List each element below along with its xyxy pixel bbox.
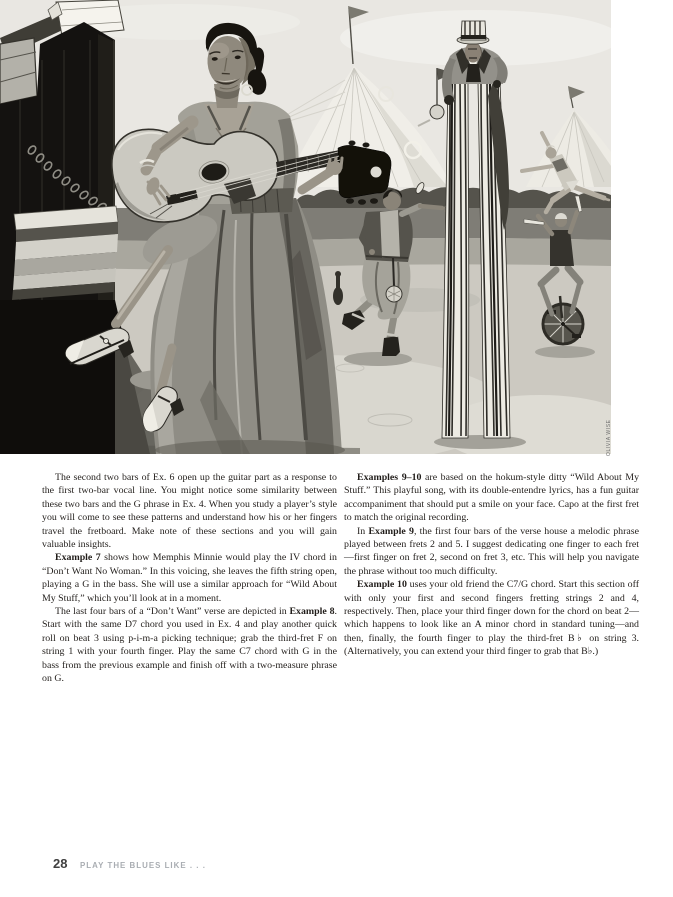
headstock (338, 145, 391, 198)
paragraph: Example 7 shows how Memphis Minnie would play the IV chord in “Don’t Want No Woman.” In this voicing, she leaves the fifth string open, playing a G in the bass. She will use a similar approach for “Wild About My Stuff,” which you’ll look at in a moment. (42, 552, 337, 604)
section-label: PLAY THE BLUES LIKE . . . (80, 860, 207, 870)
column-left (42, 471, 337, 686)
boot (382, 336, 400, 356)
artist-credit: OLIVIA WISE (606, 419, 612, 456)
paragraph: The last four bars of a “Don’t Want” verse are depicted in Example 8. Start with the same D7 chord you used in Ex. 4 and play another quick roll on beat 3 using p-i-m-a picking technique; grab the third-fret F on string 1 with your fourth finger. Play the same C7 chord with G in the bass from the previous example and finish off with a two-measure phrase on G. (42, 606, 337, 685)
paragraph: Example 10 uses your old friend the C7/G chord. Start this section off with only your first and second fingers fretting strings 2 and 4, respectively. Then, place your third finger down for the chord on beat 2—which happens to look like an A minor chord in standard tuning—and then, finally, the fourth finger to play the third-fret B♭ on string 3. (Alternatively, you can extend your third finger to grab that B♭.) (344, 579, 639, 658)
wagon-window (0, 38, 37, 104)
paragraph: Examples 9–10 are based on the hokum-style ditty “Wild About My Stuff.” This playful song, with its double-entendre lyrics, has a fun guitar accompaniment that should put a smile on your face. Capo at the first fret to match the original recording. (344, 472, 640, 524)
column-right (344, 471, 639, 686)
page-footer (53, 856, 217, 871)
top-hat-icon (457, 21, 489, 44)
article-body (42, 471, 639, 686)
page-number: 28 (53, 856, 68, 871)
fold-down-step (12, 206, 118, 300)
illustration-memphis-minnie-circus (0, 0, 611, 454)
paragraph: The second two bars of Ex. 6 open up the guitar part as a response to the first two-bar vocal line. You might notice some similarity between these two bars and the G phrase in Ex. 4. When you study a player’s style you will come to see these patterns and understand how his or her fingers travel the fretboard. Make note of these sections and you will gain valuable insights. (42, 472, 337, 551)
paragraph: In Example 9, the first four bars of the verse house a melodic phrase played between frets 2 and 5. I suggest dedicating one finger to each fret—first finger on fret 2, second on fret 3, etc. This will help you navigate the phrase without too much difficulty. (344, 525, 639, 577)
